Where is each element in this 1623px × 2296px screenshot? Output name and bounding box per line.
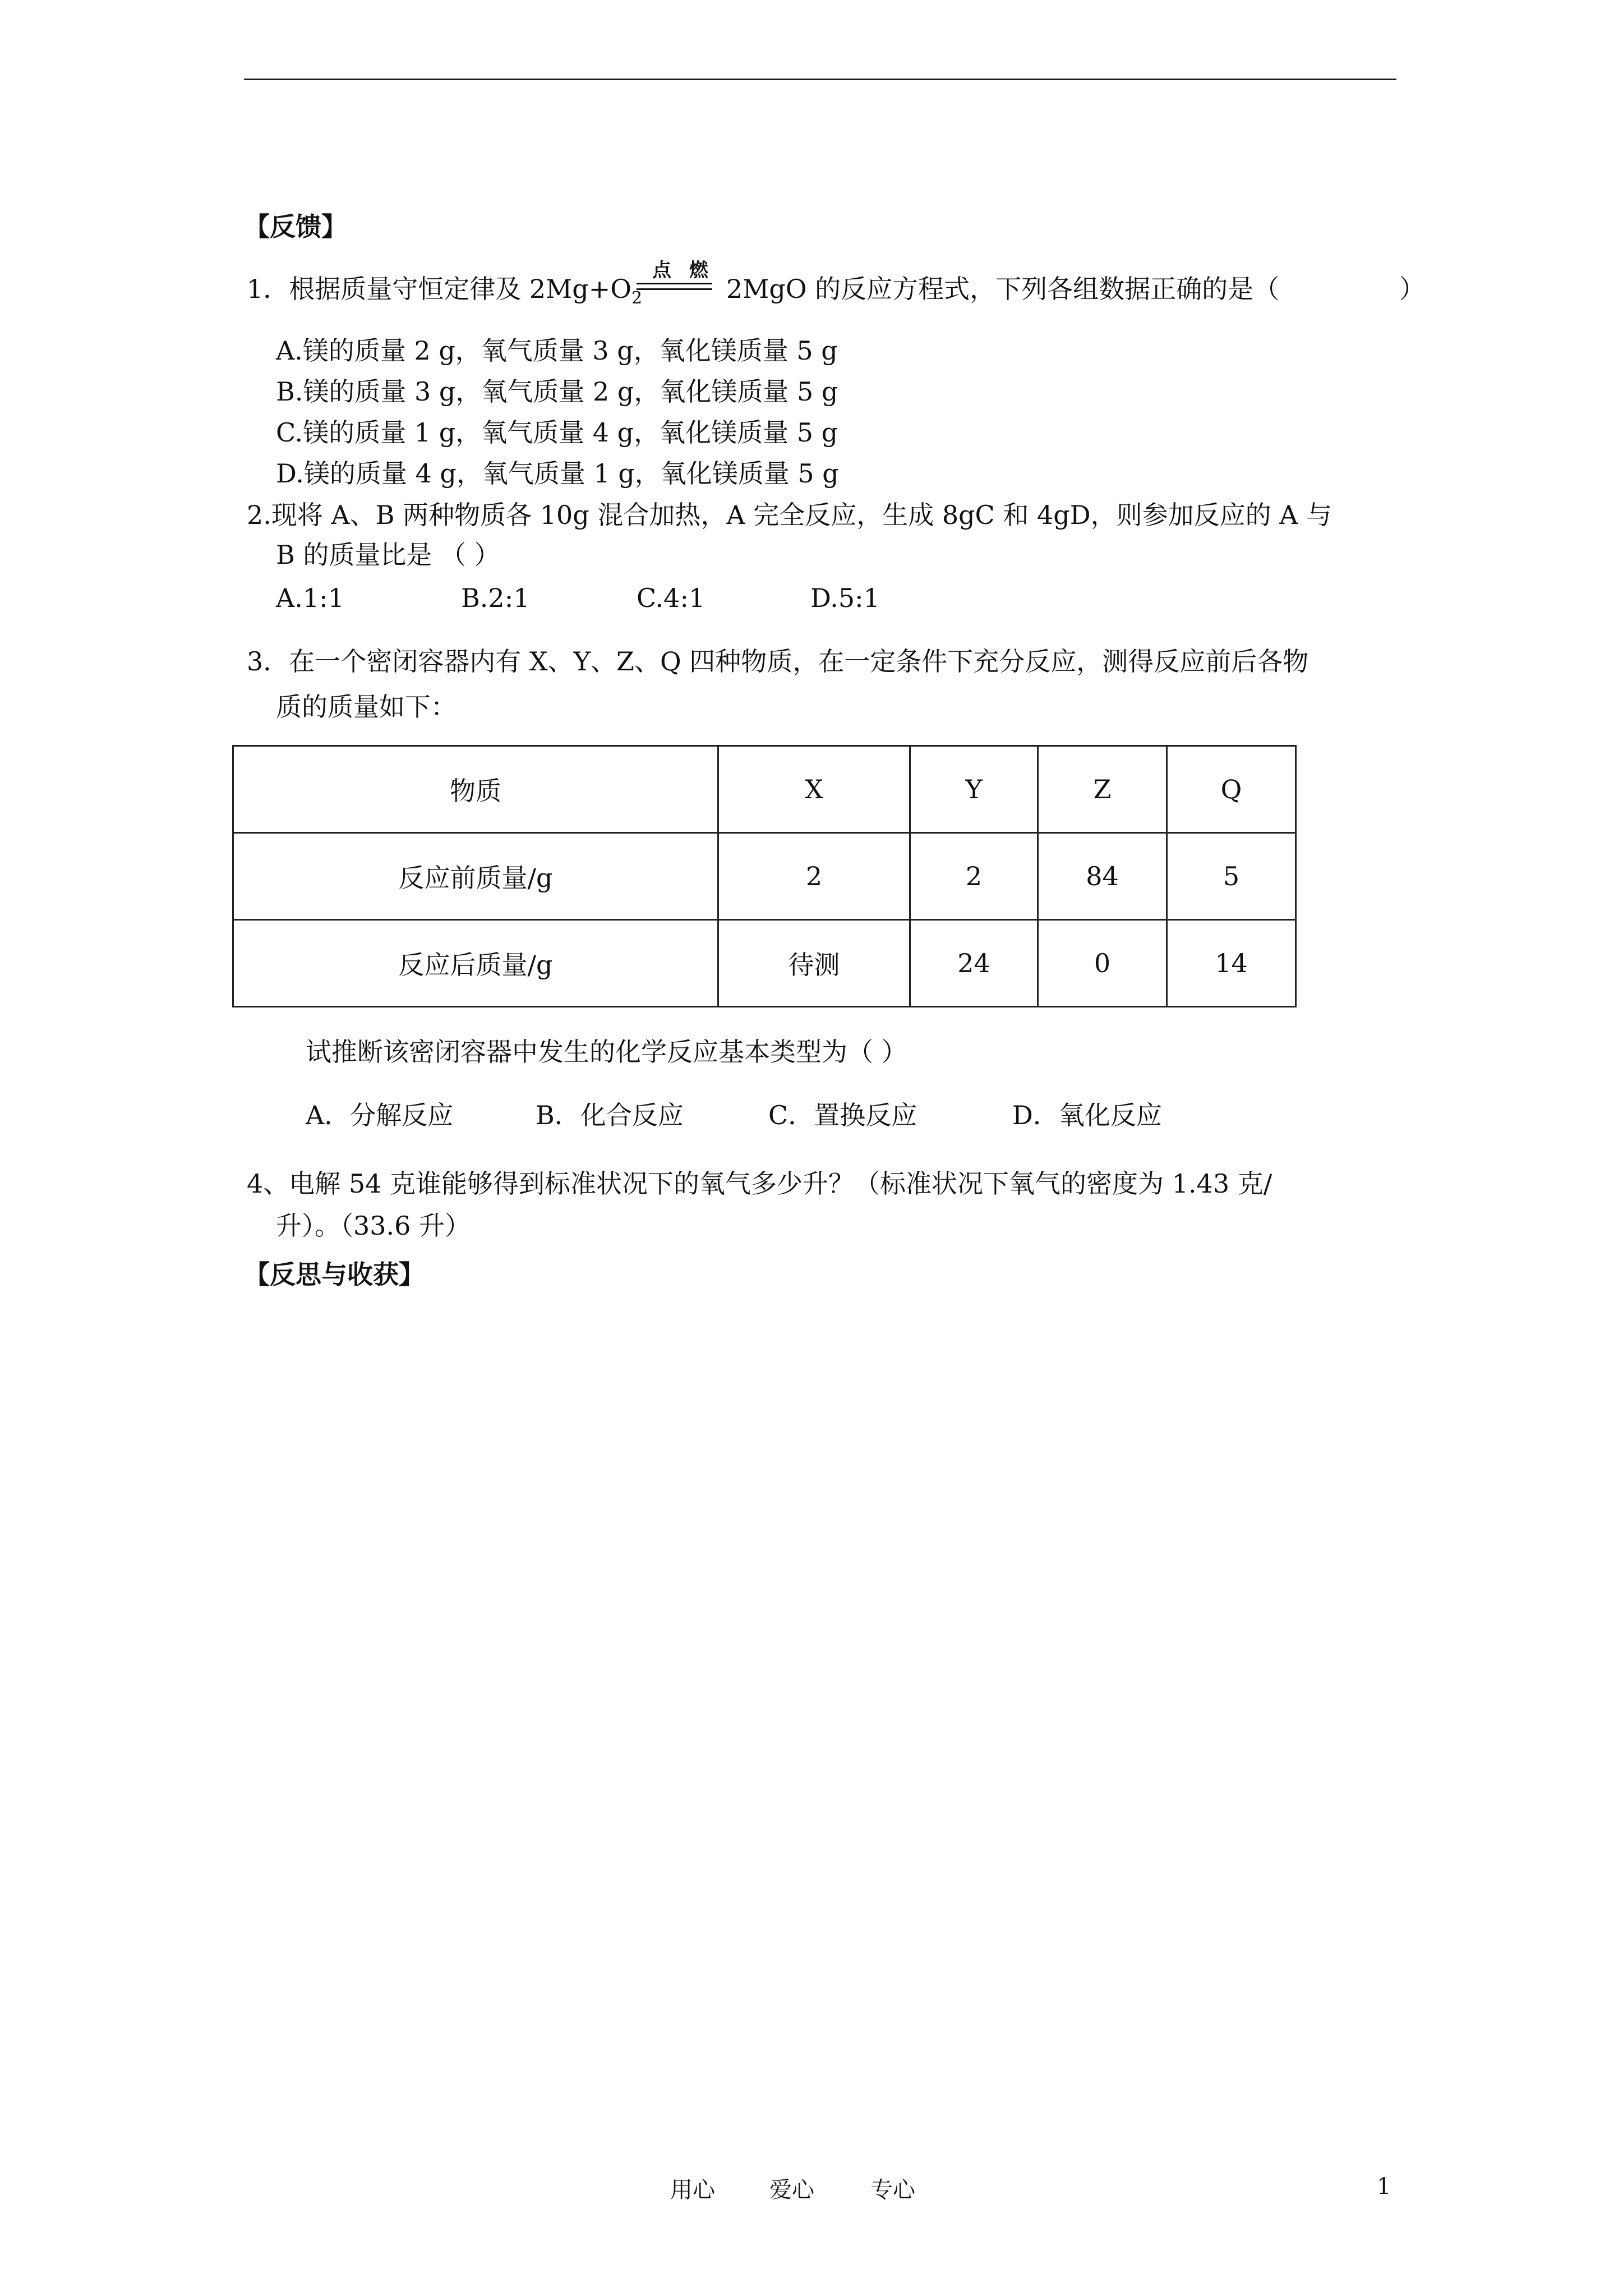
q1-prefix: 1．根据质量守恒定律及 2Mg+O <box>247 274 631 304</box>
q1-option-a: A.镁的质量 2 g，氧气质量 3 g，氧化镁质量 5 g <box>276 335 838 366</box>
table-cell: 反应前质量/g <box>233 833 718 920</box>
table-cell: 84 <box>1038 833 1167 920</box>
q3-line-1: 3．在一个密闭容器内有 X、Y、Z、Q 四种物质，在一定条件下充分反应，测得反应前后各物 <box>247 646 1309 677</box>
footer-motto-1: 用心 <box>670 2177 715 2203</box>
q3-option-b: B．化合反应 <box>536 1100 684 1130</box>
q4-line-2: 升）。（33.6 升） <box>276 1211 471 1241</box>
q4-line-1: 4、电解 54 克谁能够得到标准状况下的氧气多少升？（标准状况下氧气的密度为 1.43 克/ <box>247 1168 1272 1199</box>
mass-table <box>232 745 1297 1007</box>
table-cell: 物质 <box>233 746 718 833</box>
table-cell: Y <box>910 746 1038 833</box>
table-cell: 14 <box>1167 920 1296 1007</box>
footer-motto-3: 专心 <box>870 2177 915 2203</box>
equals-line-top <box>637 283 712 284</box>
q1-option-b: B.镁的质量 3 g，氧气质量 2 g，氧化镁质量 5 g <box>276 376 838 407</box>
header-rule <box>244 79 1396 80</box>
q2-option-b: B.2:1 <box>461 583 530 613</box>
q2-line-1: 2.现将 A、B 两种物质各 10g 混合加热，A 完全反应，生成 8gC 和 4gD，则参加反应的 A 与 <box>247 500 1332 530</box>
q1-stem-prefix <box>247 276 642 307</box>
table-cell: 0 <box>1038 920 1167 1007</box>
table-cell: 24 <box>910 920 1038 1007</box>
q2-option-c: C.4:1 <box>637 583 706 613</box>
q3-question: 试推断该密闭容器中发生的化学反应基本类型为（ ） <box>306 1037 907 1067</box>
table-cell: 待测 <box>718 920 910 1007</box>
condition-label: 点 燃 <box>652 259 714 282</box>
q3-option-d: D．氧化反应 <box>1012 1100 1162 1130</box>
table-row <box>233 920 1296 1007</box>
table-cell: Q <box>1167 746 1296 833</box>
q1-close-paren: ） <box>1399 274 1425 304</box>
q3-line-2: 质的质量如下： <box>276 692 457 722</box>
table-cell: 5 <box>1167 833 1296 920</box>
q1-option-d: D.镁的质量 4 g，氧气质量 1 g，氧化镁质量 5 g <box>276 458 839 489</box>
q2-line-2: B 的质量比是 （ ） <box>276 540 500 570</box>
table-cell: Z <box>1038 746 1167 833</box>
reflection-heading: 【反思与收获】 <box>244 1259 425 1290</box>
table-cell: X <box>718 746 910 833</box>
equals-line-bottom <box>637 288 712 290</box>
table-cell: 反应后质量/g <box>233 920 718 1007</box>
feedback-heading: 【反馈】 <box>244 211 347 242</box>
q2-option-a: A.1:1 <box>276 583 344 613</box>
q2-option-d: D.5:1 <box>810 583 880 613</box>
q1-subscript: 2 <box>631 288 643 309</box>
table-row <box>233 833 1296 920</box>
table-header-row <box>233 746 1296 833</box>
table-cell: 2 <box>910 833 1038 920</box>
q1-option-c: C.镁的质量 1 g，氧气质量 4 g，氧化镁质量 5 g <box>276 417 838 448</box>
reaction-condition <box>637 251 721 319</box>
q1-stem-suffix: 2MgO 的反应方程式，下列各组数据正确的是（ <box>726 274 1280 304</box>
page-number: 1 <box>1377 2174 1391 2200</box>
q3-option-c: C．置换反应 <box>768 1100 917 1130</box>
footer-motto-2: 爱心 <box>769 2177 814 2203</box>
q3-option-a: A．分解反应 <box>306 1100 454 1130</box>
table-cell: 2 <box>718 833 910 920</box>
